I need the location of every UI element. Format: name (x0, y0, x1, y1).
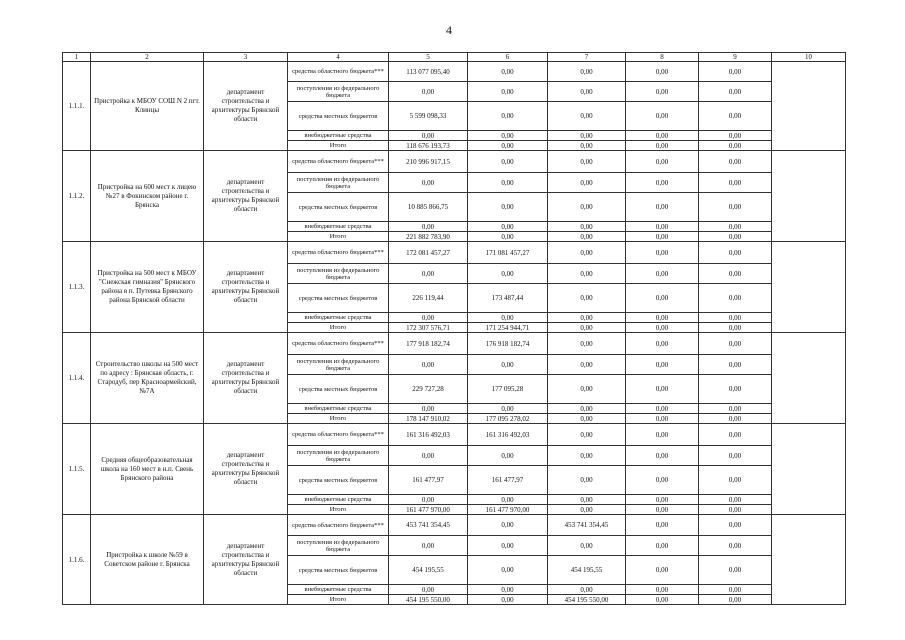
value-cell: 0,00 (548, 375, 626, 404)
value-cell: 171 254 944,71 (468, 323, 548, 333)
header-cell: 4 (288, 53, 389, 62)
value-cell: 0,00 (389, 173, 468, 193)
value-cell: 0,00 (626, 151, 699, 173)
value-cell: 0,00 (548, 173, 626, 193)
value-cell: 0,00 (699, 515, 772, 536)
value-cell: 0,00 (699, 424, 772, 446)
value-cell: 0,00 (548, 333, 626, 355)
header-cell: 10 (772, 53, 846, 62)
value-cell: 0,00 (389, 536, 468, 556)
value-cell: 0,00 (548, 131, 626, 141)
value-cell: 0,00 (699, 333, 772, 355)
value-cell: 454 195,55 (548, 556, 626, 585)
item-agency: департамент строительства и архитектуры Брянской области (204, 515, 288, 605)
value-cell: 0,00 (548, 102, 626, 131)
value-cell: 0,00 (626, 505, 699, 515)
item-code: 1.1.6. (63, 515, 91, 605)
value-cell: 0,00 (699, 82, 772, 102)
source-label: внебюджетные средства (288, 585, 389, 595)
value-cell: 0,00 (468, 515, 548, 536)
value-cell: 0,00 (548, 404, 626, 414)
value-cell: 454 195,55 (389, 556, 468, 585)
value-cell: 0,00 (468, 131, 548, 141)
value-cell: 0,00 (699, 375, 772, 404)
col10-cell (772, 62, 846, 151)
header-cell: 2 (91, 53, 204, 62)
value-cell: 0,00 (389, 446, 468, 466)
item-code: 1.1.4. (63, 333, 91, 424)
value-cell: 0,00 (548, 323, 626, 333)
value-cell: 0,00 (548, 355, 626, 375)
value-cell: 0,00 (548, 446, 626, 466)
item-code: 1.1.5. (63, 424, 91, 515)
value-cell: 453 741 354,45 (389, 515, 468, 536)
item-name: Пристройка на 500 мест к МБОУ "Снежская гимназия" Брянского района в п. Путевка Брянского района Брянской области (91, 242, 204, 333)
source-label: внебюджетные средства (288, 222, 389, 232)
value-cell: 161 477,97 (389, 466, 468, 495)
item-agency: департамент строительства и архитектуры Брянской области (204, 424, 288, 515)
value-cell: 0,00 (548, 414, 626, 424)
value-cell: 0,00 (699, 232, 772, 242)
value-cell: 0,00 (699, 222, 772, 232)
value-cell: 0,00 (548, 536, 626, 556)
value-cell: 0,00 (626, 131, 699, 141)
header-row (63, 53, 846, 62)
header-cell: 1 (63, 53, 91, 62)
item-code: 1.1.3. (63, 242, 91, 333)
value-cell: 0,00 (468, 62, 548, 82)
value-cell: 0,00 (699, 595, 772, 605)
value-cell: 0,00 (548, 585, 626, 595)
source-label: средства местных бюджетов (288, 102, 389, 131)
value-cell: 453 741 354,45 (548, 515, 626, 536)
value-cell: 172 307 576,71 (389, 323, 468, 333)
table-row (63, 333, 846, 355)
header-cell: 3 (204, 53, 288, 62)
value-cell: 171 081 457,27 (468, 242, 548, 264)
value-cell: 0,00 (699, 173, 772, 193)
value-cell: 0,00 (548, 313, 626, 323)
value-cell: 0,00 (468, 595, 548, 605)
source-label: средства областного бюджета*** (288, 424, 389, 446)
value-cell: 0,00 (626, 536, 699, 556)
value-cell: 0,00 (548, 232, 626, 242)
header-cell: 9 (699, 53, 772, 62)
col10-cell (772, 515, 846, 605)
value-cell: 0,00 (626, 222, 699, 232)
value-cell: 210 996 917,15 (389, 151, 468, 173)
value-cell: 0,00 (626, 585, 699, 595)
value-cell: 0,00 (626, 414, 699, 424)
source-label: внебюджетные средства (288, 404, 389, 414)
item-agency: департамент строительства и архитектуры Брянской области (204, 242, 288, 333)
value-cell: 0,00 (389, 222, 468, 232)
source-label: Итого (288, 414, 389, 424)
value-cell: 0,00 (626, 495, 699, 505)
item-name: Строительство школы на 500 мест по адресу : Брянская область, г. Стародуб, пер Красноармейский,№7А (91, 333, 204, 424)
value-cell: 0,00 (389, 355, 468, 375)
value-cell: 0,00 (626, 242, 699, 264)
value-cell: 0,00 (699, 102, 772, 131)
value-cell: 0,00 (626, 595, 699, 605)
value-cell: 161 477 970,00 (389, 505, 468, 515)
value-cell: 0,00 (699, 505, 772, 515)
item-agency: департамент строительства и архитектуры Брянской области (204, 62, 288, 151)
value-cell: 0,00 (468, 264, 548, 284)
value-cell: 0,00 (389, 585, 468, 595)
value-cell: 0,00 (389, 131, 468, 141)
col10-cell (772, 242, 846, 333)
value-cell: 229 727,28 (389, 375, 468, 404)
value-cell: 0,00 (626, 62, 699, 82)
value-cell: 0,00 (626, 466, 699, 495)
value-cell: 0,00 (468, 141, 548, 151)
value-cell: 10 885 866,75 (389, 193, 468, 222)
source-label: поступления из федерального бюджета (288, 355, 389, 375)
value-cell: 221 882 783,90 (389, 232, 468, 242)
source-label: Итого (288, 141, 389, 151)
value-cell: 0,00 (699, 242, 772, 264)
table-row (63, 151, 846, 173)
value-cell: 0,00 (468, 173, 548, 193)
item-code: 1.1.2. (63, 151, 91, 242)
source-label: средства местных бюджетов (288, 556, 389, 585)
source-label: средства областного бюджета*** (288, 242, 389, 264)
value-cell: 0,00 (626, 424, 699, 446)
col10-cell (772, 424, 846, 515)
value-cell: 0,00 (468, 446, 548, 466)
value-cell: 161 477 970,00 (468, 505, 548, 515)
value-cell: 0,00 (699, 466, 772, 495)
value-cell: 0,00 (699, 141, 772, 151)
value-cell: 454 195 550,00 (389, 595, 468, 605)
value-cell: 177 918 182,74 (389, 333, 468, 355)
source-label: средства местных бюджетов (288, 284, 389, 313)
item-agency: департамент строительства и архитектуры Брянской области (204, 333, 288, 424)
value-cell: 0,00 (468, 404, 548, 414)
value-cell: 0,00 (699, 355, 772, 375)
value-cell: 0,00 (626, 515, 699, 536)
value-cell: 0,00 (548, 222, 626, 232)
value-cell: 0,00 (699, 323, 772, 333)
value-cell: 0,00 (468, 102, 548, 131)
value-cell: 0,00 (699, 151, 772, 173)
value-cell: 0,00 (626, 82, 699, 102)
source-label: поступления из федерального бюджета (288, 173, 389, 193)
value-cell: 0,00 (548, 193, 626, 222)
value-cell: 0,00 (468, 536, 548, 556)
value-cell: 0,00 (626, 141, 699, 151)
value-cell: 0,00 (468, 355, 548, 375)
value-cell: 0,00 (699, 284, 772, 313)
value-cell: 0,00 (699, 556, 772, 585)
value-cell: 454 195 550,00 (548, 595, 626, 605)
value-cell: 0,00 (389, 313, 468, 323)
source-label: внебюджетные средства (288, 313, 389, 323)
value-cell: 0,00 (548, 505, 626, 515)
item-code: 1.1.1. (63, 62, 91, 151)
value-cell: 0,00 (548, 242, 626, 264)
source-label: поступления из федерального бюджета (288, 536, 389, 556)
value-cell: 0,00 (468, 585, 548, 595)
value-cell: 172 081 457,27 (389, 242, 468, 264)
value-cell: 226 119,44 (389, 284, 468, 313)
value-cell: 0,00 (548, 495, 626, 505)
value-cell: 0,00 (548, 264, 626, 284)
value-cell: 0,00 (699, 414, 772, 424)
header-cell: 8 (626, 53, 699, 62)
source-label: Итого (288, 505, 389, 515)
source-label: внебюджетные средства (288, 495, 389, 505)
source-label: средства местных бюджетов (288, 375, 389, 404)
source-label: средства областного бюджета*** (288, 515, 389, 536)
value-cell: 0,00 (626, 375, 699, 404)
col10-cell (772, 333, 846, 424)
header-cell: 5 (389, 53, 468, 62)
value-cell: 0,00 (699, 193, 772, 222)
source-label: внебюджетные средства (288, 131, 389, 141)
header-cell: 7 (548, 53, 626, 62)
value-cell: 0,00 (626, 323, 699, 333)
value-cell: 0,00 (468, 222, 548, 232)
value-cell: 0,00 (626, 193, 699, 222)
value-cell: 0,00 (389, 82, 468, 102)
source-label: средства областного бюджета*** (288, 151, 389, 173)
value-cell: 0,00 (468, 495, 548, 505)
value-cell: 0,00 (468, 313, 548, 323)
value-cell: 0,00 (389, 495, 468, 505)
item-name: Средняя общеобразовательная школа на 160 мест в н.п. Свень Брянского района (91, 424, 204, 515)
value-cell: 0,00 (626, 355, 699, 375)
value-cell: 0,00 (626, 404, 699, 414)
value-cell: 0,00 (468, 193, 548, 222)
value-cell: 0,00 (548, 466, 626, 495)
value-cell: 0,00 (626, 446, 699, 466)
value-cell: 0,00 (548, 141, 626, 151)
source-label: поступления из федерального бюджета (288, 82, 389, 102)
value-cell: 161 316 492,03 (468, 424, 548, 446)
header-cell: 6 (468, 53, 548, 62)
value-cell: 0,00 (699, 313, 772, 323)
table-row (63, 515, 846, 536)
value-cell: 161 316 492,03 (389, 424, 468, 446)
value-cell: 178 147 910,02 (389, 414, 468, 424)
value-cell: 0,00 (699, 404, 772, 414)
budget-table (62, 52, 846, 605)
value-cell: 0,00 (548, 284, 626, 313)
value-cell: 0,00 (626, 284, 699, 313)
source-label: поступления из федерального бюджета (288, 264, 389, 284)
value-cell: 0,00 (699, 495, 772, 505)
value-cell: 118 676 193,73 (389, 141, 468, 151)
page-number: 4 (446, 23, 452, 37)
value-cell: 161 477,97 (468, 466, 548, 495)
source-label: Итого (288, 595, 389, 605)
value-cell: 0,00 (548, 62, 626, 82)
value-cell: 0,00 (626, 102, 699, 131)
source-label: средства областного бюджета*** (288, 62, 389, 82)
value-cell: 113 077 095,40 (389, 62, 468, 82)
value-cell: 0,00 (548, 82, 626, 102)
value-cell: 5 599 098,33 (389, 102, 468, 131)
source-label: поступления из федерального бюджета (288, 446, 389, 466)
value-cell: 0,00 (468, 82, 548, 102)
value-cell: 0,00 (626, 264, 699, 284)
value-cell: 0,00 (699, 585, 772, 595)
value-cell: 0,00 (468, 151, 548, 173)
col10-cell (772, 151, 846, 242)
value-cell: 0,00 (699, 446, 772, 466)
value-cell: 0,00 (389, 264, 468, 284)
value-cell: 0,00 (548, 424, 626, 446)
source-label: средства местных бюджетов (288, 466, 389, 495)
value-cell: 0,00 (626, 173, 699, 193)
value-cell: 0,00 (626, 232, 699, 242)
value-cell: 173 487,44 (468, 284, 548, 313)
table-row (63, 424, 846, 446)
source-label: средства областного бюджета*** (288, 333, 389, 355)
value-cell: 0,00 (699, 131, 772, 141)
value-cell: 0,00 (468, 556, 548, 585)
item-agency: департамент строительства и архитектуры Брянской области (204, 151, 288, 242)
value-cell: 0,00 (389, 404, 468, 414)
item-name: Пристройка к школе №59 в Советском районе г. Брянска (91, 515, 204, 605)
value-cell: 177 095 278,02 (468, 414, 548, 424)
value-cell: 0,00 (468, 232, 548, 242)
source-label: Итого (288, 232, 389, 242)
value-cell: 0,00 (626, 313, 699, 323)
value-cell: 0,00 (548, 151, 626, 173)
item-name: Пристройка к МБОУ СОШ N 2 пгт. Клинцы (91, 62, 204, 151)
table-row (63, 62, 846, 82)
value-cell: 177 095,28 (468, 375, 548, 404)
table-row (63, 242, 846, 264)
source-label: Итого (288, 323, 389, 333)
item-name: Пристройка на 600 мест к лицею №27 в Фокинском районе г. Брянска (91, 151, 204, 242)
source-label: средства местных бюджетов (288, 193, 389, 222)
value-cell: 176 918 182,74 (468, 333, 548, 355)
value-cell: 0,00 (699, 536, 772, 556)
value-cell: 0,00 (626, 556, 699, 585)
value-cell: 0,00 (699, 264, 772, 284)
value-cell: 0,00 (699, 62, 772, 82)
value-cell: 0,00 (626, 333, 699, 355)
